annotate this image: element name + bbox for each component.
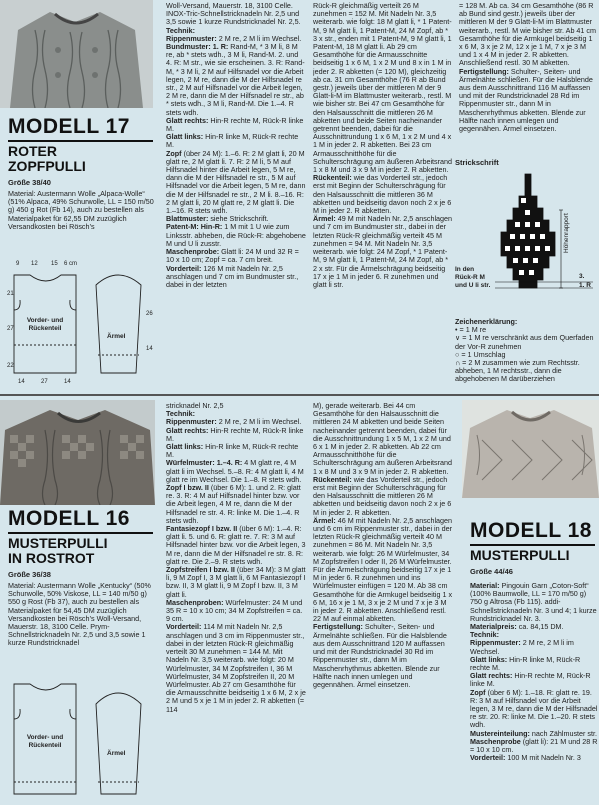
instructions-column-2-bottom	[166, 402, 306, 800]
model-number: MODELL 18	[470, 519, 592, 542]
instruction-text: wie das Vorderteil str., jedoch erst mit Beginn der Schulterschrägung für den Halsausschnitt die mittleren 26 M abketten und beidseitig davon noch 2 x je 6 M in jeder 2. R abketten.	[313, 474, 452, 517]
instruction-paragraph	[470, 582, 598, 623]
chart-left-label-1: In den	[455, 266, 475, 273]
model-name-line1: MUSTERPULLI	[8, 535, 108, 551]
instruction-paragraph	[470, 672, 598, 688]
instruction-paragraph	[470, 656, 598, 672]
instruction-text: Hin-R rechte M, Rück-R linke M.	[166, 425, 304, 443]
svg-text:14: 14	[64, 379, 71, 385]
instruction-heading: Maschenprobe:	[166, 247, 220, 257]
size-label: Größe 38/40	[8, 178, 51, 187]
legend-item: • = 1 M re	[455, 325, 487, 335]
svg-text:27: 27	[41, 379, 48, 385]
instruction-heading: Rippenmuster:	[470, 638, 521, 648]
front-back-label: Vorder- und Rückenteil	[26, 317, 64, 332]
instructions-column-3: Rück-R gleichmäßig verteilt 26 M zunehmen = 152 M. Mit Nadeln Nr. 3,5 weiterarb. wie folgt: 18 M glatt li, * 1 Patent-M, 9 M glatt li, 1 Patent-M, 24 M Zopf, ab * 3 x str., enden mit 1 Patent-M, 9 M glatt li, 1 Patent-M, 18 M glatt li. Ab 29 cm Gesamthöhe für die Armausschnitte beidseitig 1 x 6 M, 1 x 2 M und 8 x in 1 M in jeder 2. R abketten (= 120 M), gleichzeitig ab ca. 31 cm Gesamthöhe (76 R ab Bund gestr.) jeweils über der mittleren M der 9 Glatt-li-M im Blattmuster weiterarb., restl. M wie bisher str. Bei 47 cm Gesamthöhe für den Halsausschnitt die mittleren 26 M abketten und beide Seiten nacheinander getrennt beenden, dabei für die Ausschnittrundung 1 x 6 M, 1 x 2 M und 4 x 1 M in jeder 2. R abketten. Bei 23 cm Armausschnitthöhe für die Schulterschrägung am äußeren Arbeitsrand 1 x 8 M und 3 x 9 M in jeder 2. R abketten. Rückenteil: wie das Vorderteil str., jedoch erst mit Beginn der Schulterschrägung für den Halsausschnitt die mittleren 36 M abketten und beidseitig davon noch 2 x je 6 M in jeder 2. R abketten. Ärmel: 49 M mit Nadeln Nr. 2,5 anschlagen und 7 cm im Bundmuster str., dabei in der letzten Rück-R gleichmäßig verteilt 45 M zunehmen = 94 M. Mit Nadeln Nr. 3,5 weiterarb. wie folgt: 24 M Zopf, * 1 Patent-M, 9 M glatt li, 1 Patent-M, 24 M Zopf, ab * 2 x str. Für die Ärmelschrägung beidseitig 17 x je 1 M in jeder 6. R zunehmen und glatt li str.	[313, 2, 453, 289]
chart-row-label-1: 1. R	[579, 282, 591, 289]
instruction-paragraph	[470, 639, 598, 655]
instruction-text: Hin-R rechte M, Rück-R linke M.	[166, 115, 304, 134]
modell-18-instructions	[470, 582, 598, 800]
instruction-heading: Zopf	[166, 148, 182, 158]
instruction-text: 49 M mit Nadeln Nr. 2,5 anschlagen und 7 cm im Bundmuster str., dabei in der letzten Rück-R gleichmäßig verteilt 45 M zunehmen = 94 M. Mit Nadeln Nr. 3,5 weiterarb. wie folgt: 24 M Zopf, * 1 Patent-M, 9 M glatt li, 1 Patent-M, 24 M Zopf, ab * 2 x str. Für die Ärmelschrägung beidseitig 17 x je 1 M in jeder 6. R zunehmen und glatt li str.	[313, 214, 453, 289]
instruction-text: 100 M mit Nadeln Nr. 3	[505, 753, 581, 763]
dimension-label: 9	[16, 261, 20, 267]
instruction-heading: Rippenmuster:	[166, 417, 217, 427]
instruction-text: Schulter-, Seiten- und Ärmelnähte schließen. Für die Halsblende aus dem Ausschnittrand 120 M auffassen und mit der Rundstricknadel 30 Rd im Rippenmuster str., dann M im Maschenrhythmus abketten. Blende zur Hälfte nach innen umlegen und gegennähen. Ärmel einsetzen.	[313, 622, 447, 689]
instruction-paragraph	[470, 738, 598, 754]
instruction-paragraph	[166, 265, 306, 290]
instruction-paragraph	[470, 754, 598, 762]
instruction-text: (glatt li): 21 M und 28 R = 10 x 10 cm.	[470, 736, 598, 755]
knitting-chart	[455, 158, 599, 318]
title-rule	[8, 140, 153, 142]
instruction-paragraph	[166, 150, 306, 216]
svg-text:6 cm: 6 cm	[64, 261, 78, 267]
instruction-text: Hin-R linke M, Rück-R rechte M.	[166, 132, 299, 150]
instruction-text: 114 M mit Nadeln Nr. 2,5 anschlagen und 3 cm im Rippenmuster str., dabei in der letzten Rück-R gleichmäßig verteilt 30 M zunehmen = 144 M. Mit Nadeln Nr. 3,5 weiterarb. wie folgt: 20 M Würfelmuster, 34 M Zopfstreifen I, 36 M Würfelmuster, 34 M Zopfstreifen II, 20 M Würfelmuster. Ab 27 cm Gesamthöhe für die Armausschnitte beidseitig 1 x 6 M, 2 x je 2 M und 5 x je 1 M in jeder 2. R abketten (= 114	[166, 622, 306, 714]
instruction-text: Rand-M, * 3 M li, 8 M re, ab * stets wdh., 3 M li, Rand-M. 2. und 4. R: M str., wie sie erscheinen. 3. R: Rand-M, * 3 M li, 2 M auf Hilfsnadel vor die Arbeit legen, 2 M re, dann die M der Hilfsnadel re str., 2 M auf Hilfsnadel vor die Arbeit legen, 2 M re, dann die M der Hilfsnadel re str., ab * stets wdh., 3 M li, Rand-M. Die 1.–4. R stets wdh.	[166, 42, 305, 117]
instruction-paragraph	[313, 215, 453, 289]
instruction-heading: Maschenproben:	[166, 597, 224, 607]
svg-text:14: 14	[146, 346, 153, 352]
chart-row-label-3: 3.	[579, 273, 585, 280]
instruction-heading: Materialpreis:	[470, 622, 517, 632]
model-name-line2: IN ROSTROT	[8, 550, 95, 566]
instruction-paragraph	[166, 566, 306, 599]
svg-text:12: 12	[31, 261, 38, 267]
instruction-paragraph	[166, 427, 306, 443]
svg-text:14: 14	[18, 379, 25, 385]
instruction-paragraph	[313, 517, 453, 624]
instruction-text: Hin-R linke M, Rück-R rechte M.	[166, 442, 299, 460]
instruction-text: (über 34 M): 3 M glatt li, 9 M Zopf I, 3 M glatt li, 6 M Fantasiezopf I bzw. II, 3 M glatt li, 9 M Zopf I bzw. II, 3 M glatt li.	[166, 565, 306, 599]
instruction-paragraph	[313, 476, 453, 517]
instruction-paragraph	[166, 117, 306, 133]
instruction-text: 2 M re, 2 M li im Wechsel.	[216, 33, 302, 43]
legend-heading: Zeichenerklärung:	[455, 318, 518, 326]
instruction-text: Hin-R linke M, Rück-R rechte M.	[470, 654, 581, 673]
instruction-text: 46 M mit Nadeln Nr. 2,5 anschlagen und 6 cm im Rippenmuster str., dabei in der letzten Rück-R gleichmäßig verteilt 40 M zunehmen = 86 M. Mit Nadeln Nr. 3,5 weiterarb. wie folgt: 26 M Würfelmuster, 34 M Zopfstreifen I oder II, 26 M Würfelmuster. Für die Ärmelschrägung beidseitig 17 x je 1 M in jeder 6. R zunehmen und ins Würfelmuster einfügen = 120 M. Ab 38 cm Gesamthöhe für die Armkugel beidseitig 1 x 6 M, 16 x je 1 M, 3 x je 2 M und 7 x je 3 M in jeder 2. R abketten. Anschließend restl. 22 M auf einmal abketten.	[313, 515, 453, 624]
instruction-paragraph	[459, 68, 597, 134]
model-name-line1: MUSTERPULLI	[470, 547, 570, 563]
instruction-text: Hin-R rechte M, Rück-R linke M.	[470, 671, 591, 689]
instruction-heading: Ärmel:	[313, 214, 336, 224]
instruction-text: (über 24 M): 1.–6. R: 2 M glatt li, 20 M glatt re, 2 M glatt li. 7. R: 2 M li, 5 M auf Hilfsnadel hinter die Arbeit legen, 5 M re, dann die M der Hilfsnadel re str., 5 M auf Hilfsnadel vor die Arbeit legen, 5 M re, dann die M der Hilfsnadel re str., 2 M li. 8.–16. R: 2 M glatt li, 20 M glatt re, 2 M glatt li. Die 1.–16. R stets wdh.	[166, 148, 306, 216]
instructions-column-4: = 128 M. Ab ca. 34 cm Gesamthöhe (86 R ab Bund sind gestr.) jeweils über der mittleren M der 9 Glatt-li-M im Blattmuster weiterarb., restl. M wie bisher str. Ab 41 cm Gesamthöhe für die Armkugel beidseitig 1 x 6 M, 3 x je 2 M, 12 x je 1 M, 7 x je 3 M und 1 x 4 M in jeder 2. R abketten. Anschließend restl. 30 M abketten. Fertigstellung: Schulter-, Seiten- und Ärmelnähte schließen. Für die Halsblende aus dem Ausschnittrand 116 M auffassen und mit der Rundstricknadel 28 Rd im Rippenmuster str., dann M in Maschenrhythmus abketten. Blende zur Hälfte nach innen umlegen und gegennähen. Ärmel einsetzen.	[459, 2, 597, 134]
svg-text:26: 26	[146, 311, 153, 317]
chart-side-label: Höhenrapport	[563, 213, 570, 253]
instruction-heading: Fertigstellung:	[313, 622, 363, 632]
instruction-heading: Patent-M: Hin-R:	[166, 222, 223, 232]
instruction-paragraph	[166, 248, 306, 264]
modell-16-heading	[8, 508, 158, 579]
instruction-text: nach Zählmuster str.	[529, 728, 598, 738]
chart-legend	[455, 318, 597, 392]
instruction-text: (über 6 M): 1.–4. R: glatt li. 5. und 6. R: glatt re. 7. R: 3 M auf Hilfsnadel hinter bzw. vor die Arbeit legen, 3 M re, dann die M der Hilfsnadel re str. 8. R: glatt re. Die 2.–9. R stets wdh.	[166, 524, 306, 566]
section-divider	[0, 394, 599, 396]
instruction-text: (über 6 M): 1. und 2. R: glatt re. 3. R: 4 M auf Hilfsnadel hinter bzw. vor die Arbeit legen, 4 M re, dann die M der Hilfsnadel re str. 4. R: linke M. Die 1.–4. R stets wdh.	[166, 483, 301, 525]
instruction-text: Glatt li: 24 M und 32 R = 10 x 10 cm; Zopf = ca. 7 cm breit.	[166, 247, 299, 265]
instruction-paragraph	[313, 174, 453, 215]
instruction-heading: Vorderteil:	[166, 622, 202, 632]
sleeve-label: Ärmel	[107, 750, 126, 757]
instruction-text: 2 M re, 2 M li im Wechsel.	[216, 417, 302, 427]
instruction-heading: Technik:	[166, 409, 196, 419]
sweater-photo-modell-18	[462, 400, 599, 498]
instruction-paragraph	[166, 599, 306, 624]
instruction-text: Pingouin Garn „Coton-Soft“ (100% Baumwolle, LL = 170 m/50 g) 750 g Altrosa (Fb 115). addi-Schnellstricknadeln Nr. 3 und 4; 1 kurze Rundstricknadel Nr. 3.	[470, 582, 597, 623]
instruction-paragraph	[166, 133, 306, 149]
instruction-text: 126 M mit Nadeln Nr. 2,5 anschlagen und 7 cm im Bundmuster str., dabei in der letzten	[166, 263, 299, 289]
instruction-heading: Würfelmuster: 1.–4. R:	[166, 458, 243, 468]
instruction-text: 4 M glatt re, 4 M glatt li im Wechsel. 5.–8. R: 4 M glatt li, 4 M glatt re im Wechsel. Die 1.–8. R stets wdh.	[166, 458, 304, 484]
svg-text:15: 15	[51, 261, 58, 267]
legend-item: ○ = 1 Umschlag	[455, 349, 506, 359]
instruction-heading: Technik:	[166, 25, 196, 35]
instruction-heading: Zopf I bzw. II	[166, 483, 209, 493]
instruction-heading: Technik:	[470, 630, 500, 640]
instruction-heading: Ärmel:	[313, 515, 336, 525]
legend-item: ∩ = 2 M zusammen wie zum Rechtsstr. abheben, 1 M rechtsstr., dann die abgehobenen M darüberziehen	[455, 358, 580, 384]
instruction-heading: Rückenteil:	[313, 474, 352, 484]
instruction-heading: Vorderteil:	[470, 753, 506, 763]
sleeve-label: Ärmel	[107, 333, 126, 340]
instruction-paragraph	[166, 525, 306, 566]
sweater-photo-modell-17	[0, 0, 153, 108]
instruction-heading: Glatt rechts:	[470, 671, 513, 681]
instructions-column-2: Woll-Versand, Mauerstr. 18, 3100 Celle. INOX-Tric-Schnellstricknadeln Nr. 2,5 und 3,5 sowie 1 kurze Rundstricknadel Nr. 2,5. Technik: Rippenmuster: 2 M re, 2 M li im Wechsel. Bundmuster: 1. R: Rand-M, * 3 M li, 8 M re, ab * stets wdh., 3 M li, Rand-M. 2. und 4. R: M str., wie sie erscheinen. 3. R: Rand-M, * 3 M li, 2 M auf Hilfsnadel vor die Arbeit legen, 2 M re, dann die M der Hilfsnadel re str., 2 M auf Hilfsnadel vor die Arbeit legen, 2 M re, dann die M der Hilfsnadel re str., ab * stets wdh., 3 M li, Rand-M. Die 1.–4. R stets wdh. Glatt rechts: Hin-R rechte M, Rück-R linke M. Glatt links: Hin-R linke M, Rück-R rechte M. Zopf (über 24 M): 1.–6. R: 2 M glatt li, 20 M glatt re, 2 M glatt li. 7. R: 2 M li, 5 M auf Hilfsnadel hinter die Arbeit legen, 5 M re, dann die M der Hilfsnadel re str., 5 M auf Hilfsnadel vor die Arbeit legen, 5 M re, dann die M der Hilfsnadel re str., 2 M li. 8.–16. R: 2 M glatt li, 20 M glatt re, 2 M glatt li. Die 1.–16. R stets wdh. Blattmuster: siehe Strickschrift. Patent-M: Hin-R: 1 M mit 1 U wie zum Linksstr. abheben, die Rück-R: abgehobene M und U li zusstr. Maschenprobe: Glatt li: 24 M und 32 R = 10 x 10 cm; Zopf = ca. 7 cm breit. Vorderteil: 126 M mit Nadeln Nr. 2,5 anschlagen und 7 cm im Bundmuster str., dabei in der letzten	[166, 2, 306, 289]
instruction-heading: Blattmuster:	[166, 214, 209, 224]
sweater-photo-modell-16	[0, 400, 155, 505]
instruction-text: siehe Strickschrift.	[208, 214, 269, 224]
size-label: Größe 36/38	[8, 570, 51, 579]
instruction-heading: Glatt links:	[166, 442, 204, 452]
instruction-heading: Fertigstellung:	[459, 66, 509, 76]
instruction-heading: Material:	[470, 582, 500, 590]
instruction-text: ca. 84,15 DM.	[516, 622, 564, 632]
instruction-heading: Rückenteil:	[313, 173, 352, 183]
instruction-heading: Rippenmuster:	[166, 33, 217, 43]
title-rule	[470, 544, 595, 546]
instruction-heading: Vorderteil:	[166, 263, 202, 273]
instruction-heading: Glatt links:	[470, 654, 508, 664]
instruction-paragraph	[166, 459, 306, 484]
model-number: MODELL 17	[8, 115, 130, 138]
instruction-text: Schulter-, Seiten- und Ärmelnähte schließen. Für die Halsblende aus dem Ausschnittrand 116 M auffassen und mit der Rundstricknadel 28 Rd im Rippenmuster str., dann M in Maschenrhythmus abketten. Blende zur Hälfte nach innen umlegen und gegennähen. Ärmel einsetzen.	[459, 66, 593, 134]
svg-text:21: 21	[7, 291, 14, 297]
instruction-text: Würfelmuster: 24 M und 35 R = 10 x 10 cm; 34 M Zopfstreifen = ca. 9 cm.	[166, 597, 303, 624]
instruction-paragraph	[313, 623, 453, 689]
instruction-paragraph	[166, 223, 306, 248]
svg-text:22: 22	[7, 363, 14, 369]
legend-item: ∨ = 1 M re verschränkt aus dem Querfaden der Vor-R zunehmen	[455, 333, 594, 351]
instruction-paragraph	[166, 623, 306, 713]
instruction-heading: Glatt links:	[166, 132, 204, 142]
instruction-heading: Zopfstreifen I bzw. II	[166, 565, 235, 575]
instruction-heading: Mustereinteilung:	[470, 728, 530, 738]
instruction-paragraph	[166, 484, 306, 525]
modell-18-heading	[470, 520, 598, 576]
title-rule	[8, 532, 153, 534]
instruction-text: wie das Vorderteil str., jedoch erst mit Beginn der Schulterschrägung für den Halsausschnitt die mittleren 36 M abketten und beidseitig davon noch 2 x je 6 M in jeder 2. R abketten.	[313, 173, 452, 216]
instruction-text: (über 6 M): 1.–18. R: glatt re. 19. R: 3 M auf Hilfsnadel vor die Arbeit legen, 3 M re, dann die M der Hilfsnadel re str. 20. R: linke M. Die 1.–20. R stets wdh.	[470, 687, 598, 730]
model-name-line2: ZOPFPULLI	[8, 158, 86, 174]
instruction-heading: Glatt rechts:	[166, 115, 209, 125]
front-back-label: Vorder- und Rückenteil	[26, 734, 64, 749]
instruction-heading: Bundmuster: 1. R:	[166, 42, 229, 52]
size-label: Größe 44/46	[470, 567, 513, 576]
instructions-column-3-bottom	[313, 402, 453, 800]
chart-title: Strickschrift	[455, 158, 499, 167]
pattern-schematic-modell-16	[6, 664, 161, 800]
chart-left-label-2: Rück-R M	[455, 274, 485, 281]
instruction-heading: Fantasiezopf I bzw. II	[166, 524, 238, 534]
model-name-line1: ROTER	[8, 143, 57, 159]
instruction-heading: Zopf	[470, 687, 486, 697]
instruction-text: M), gerade weiterarb. Bei 44 cm Gesamthöhe für den Halsausschnitt die mittleren 24 M abketten und beide Seiten nacheinander getrennt beenden, dabei für die Ausschnittrundung 1 x 5 M, 1 x 2 M und 6 x 1 M in jeder 2. R abketten. Ab 22 cm Armausschnitthöhe für die Schulterschrägung am äußeren Arbeitsrand 1 x 8 M und 3 x 9 M in jeder 2. R abketten.	[313, 402, 453, 476]
instruction-text: stricknadel Nr. 2,5	[166, 402, 224, 410]
modell-17-heading	[8, 116, 158, 187]
instruction-paragraph	[313, 402, 453, 476]
model-number: MODELL 16	[8, 507, 130, 530]
instruction-heading: Glatt rechts:	[166, 425, 209, 435]
pattern-schematic-modell-17	[6, 255, 161, 390]
instruction-paragraph	[470, 689, 598, 730]
svg-text:27: 27	[7, 326, 14, 332]
modell-17-material: Material: Austermann Wolle „Alpaca-Wolle“ (51% Alpaca, 49% Schurwolle, LL = 150 m/50 g) 450 g Rot (Fb 14), auch zu bestellen als Materialpaket für 62,55 DM zuzüglich Versandkosten bei Rösch’s	[8, 190, 154, 231]
modell-16-material: Material: Austermann Wolle „Kentucky“ (50% Schurwolle, 50% Viskose, LL = 140 m/50 g) 550 g Rost (Fb 37), auch zu bestellen als Materialpaket für 54,45 DM zuzüglich Versandkosten bei Rösch’s Woll-Versand, Mauerstr. 18, 3100 Celle. Prym-Schnellstricknadeln Nr. 2,5 und 3,5 sowie 1 kurze Rundstricknadel	[8, 582, 151, 648]
instruction-text: 2 M re, 2 M li im Wechsel.	[470, 638, 574, 656]
chart-left-label-3: und U li str.	[455, 282, 491, 289]
instruction-text: 1 M mit 1 U wie zum Linksstr. abheben, die Rück-R: abgehobene M und U li zusstr.	[166, 222, 306, 248]
instruction-paragraph	[166, 43, 306, 117]
instruction-paragraph	[166, 443, 306, 459]
instruction-heading: Maschenprobe	[470, 736, 521, 746]
